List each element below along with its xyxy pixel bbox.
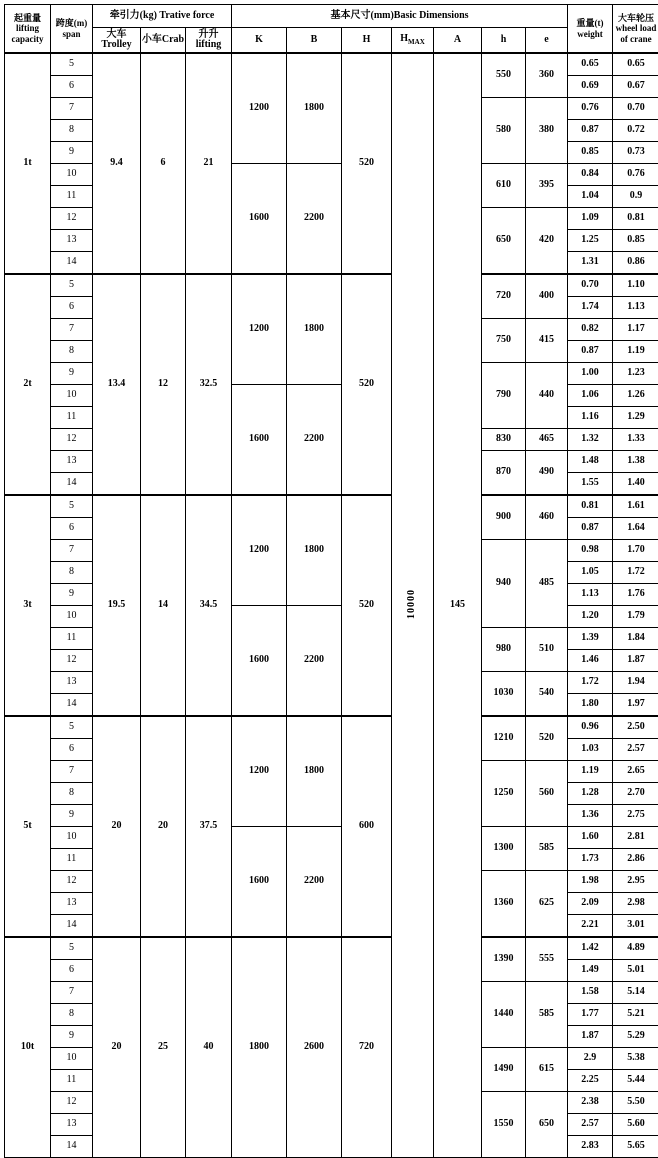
header-dim-a: A (434, 28, 482, 54)
cell-wheel-load: 5.65 (613, 1136, 658, 1158)
cell-wheel-load: 1.64 (613, 518, 658, 540)
cell-wheel-load: 0.67 (613, 76, 658, 98)
table-row (5, 53, 658, 76)
cell-weight: 1.72 (568, 672, 613, 694)
cell-dim-e: 520 (526, 716, 568, 761)
cell-span: 7 (51, 761, 93, 783)
cell-wheel-load: 5.50 (613, 1092, 658, 1114)
cell-wheel-load: 1.70 (613, 540, 658, 562)
cell-crab: 20 (141, 716, 186, 937)
cell-weight: 1.00 (568, 363, 613, 385)
cell-wheel-load: 2.75 (613, 805, 658, 827)
cell-wheel-load: 1.23 (613, 363, 658, 385)
cell-wheel-load: 5.01 (613, 960, 658, 982)
cell-weight: 0.87 (568, 120, 613, 142)
cell-weight: 1.60 (568, 827, 613, 849)
cell-dim-b: 1800 (287, 495, 342, 606)
cell-span: 5 (51, 716, 93, 739)
cell-dim-h-small: 1210 (482, 716, 526, 761)
cell-dim-h: 520 (342, 53, 392, 274)
cell-dim-h-small: 580 (482, 98, 526, 164)
cell-span: 9 (51, 805, 93, 827)
cell-weight: 1.04 (568, 186, 613, 208)
cell-dim-b: 1800 (287, 716, 342, 827)
cell-wheel-load: 1.40 (613, 473, 658, 496)
cell-dim-h-small: 1490 (482, 1048, 526, 1092)
cell-wheel-load: 1.10 (613, 274, 658, 297)
cell-trolley: 20 (93, 937, 141, 1158)
cell-span: 9 (51, 363, 93, 385)
cell-weight: 2.38 (568, 1092, 613, 1114)
cell-dim-hmax: 10000 (392, 53, 434, 1158)
cell-wheel-load: 0.81 (613, 208, 658, 230)
cell-dim-h-small: 1030 (482, 672, 526, 717)
header-lifting: 升升lifting (186, 28, 232, 54)
cell-dim-e: 460 (526, 495, 568, 540)
cell-dim-k: 1200 (232, 716, 287, 827)
cell-trolley: 20 (93, 716, 141, 937)
table-row (5, 274, 658, 297)
cell-dim-h-small: 1390 (482, 937, 526, 982)
cell-weight: 1.42 (568, 937, 613, 960)
cell-dim-h: 520 (342, 274, 392, 495)
cell-span: 9 (51, 1026, 93, 1048)
cell-dim-e: 485 (526, 540, 568, 628)
cell-span: 6 (51, 297, 93, 319)
cell-weight: 1.87 (568, 1026, 613, 1048)
cell-weight: 1.03 (568, 739, 613, 761)
cell-span: 13 (51, 893, 93, 915)
cell-wheel-load: 0.65 (613, 53, 658, 76)
cell-weight: 2.25 (568, 1070, 613, 1092)
cell-span: 10 (51, 1048, 93, 1070)
spec-sheet (0, 4, 658, 849)
cell-dim-e: 555 (526, 937, 568, 982)
table-row (5, 937, 658, 960)
cell-span: 9 (51, 142, 93, 164)
cell-dim-e: 625 (526, 871, 568, 938)
cell-dim-e: 465 (526, 429, 568, 451)
cell-wheel-load: 2.86 (613, 849, 658, 871)
cell-span: 14 (51, 252, 93, 275)
cell-weight: 1.74 (568, 297, 613, 319)
cell-span: 11 (51, 628, 93, 650)
cell-span: 8 (51, 562, 93, 584)
cell-dim-h-small: 790 (482, 363, 526, 429)
cell-weight: 1.55 (568, 473, 613, 496)
cell-span: 11 (51, 407, 93, 429)
cell-weight: 0.81 (568, 495, 613, 518)
cell-weight: 1.20 (568, 606, 613, 628)
cell-dim-h-small: 650 (482, 208, 526, 275)
cell-weight: 2.09 (568, 893, 613, 915)
cell-dim-e: 360 (526, 53, 568, 98)
cell-trolley: 19.5 (93, 495, 141, 716)
cell-span: 5 (51, 495, 93, 518)
cell-weight: 1.28 (568, 783, 613, 805)
cell-span: 8 (51, 1004, 93, 1026)
cell-dim-b: 2200 (287, 164, 342, 275)
cell-weight: 1.05 (568, 562, 613, 584)
cell-span: 13 (51, 672, 93, 694)
cell-span: 11 (51, 1070, 93, 1092)
cell-span: 7 (51, 540, 93, 562)
cell-dim-b: 2200 (287, 385, 342, 496)
cell-span: 6 (51, 960, 93, 982)
cell-wheel-load: 1.94 (613, 672, 658, 694)
cell-span: 14 (51, 1136, 93, 1158)
cell-span: 5 (51, 937, 93, 960)
cell-wheel-load: 0.70 (613, 98, 658, 120)
cell-weight: 1.25 (568, 230, 613, 252)
cell-wheel-load: 2.95 (613, 871, 658, 893)
cell-wheel-load: 4.89 (613, 937, 658, 960)
cell-dim-h-small: 1250 (482, 761, 526, 827)
cell-capacity: 2t (5, 274, 51, 495)
cell-weight: 1.98 (568, 871, 613, 893)
header-crab: 小车Crab (141, 28, 186, 54)
cell-weight: 2.21 (568, 915, 613, 938)
cell-lifting: 34.5 (186, 495, 232, 716)
header-dim-h: h (482, 28, 526, 54)
cell-dim-e: 510 (526, 628, 568, 672)
cell-dim-e: 585 (526, 827, 568, 871)
cell-wheel-load: 1.26 (613, 385, 658, 407)
cell-dim-h: 520 (342, 495, 392, 716)
cell-dim-h-small: 980 (482, 628, 526, 672)
cell-wheel-load: 5.60 (613, 1114, 658, 1136)
cell-lifting: 37.5 (186, 716, 232, 937)
cell-span: 7 (51, 319, 93, 341)
cell-dim-h-small: 900 (482, 495, 526, 540)
cell-dim-b: 2600 (287, 937, 342, 1158)
cell-dim-e: 585 (526, 982, 568, 1048)
cell-span: 10 (51, 164, 93, 186)
cell-wheel-load: 1.38 (613, 451, 658, 473)
cell-wheel-load: 0.9 (613, 186, 658, 208)
cell-weight: 0.96 (568, 716, 613, 739)
cell-wheel-load: 0.73 (613, 142, 658, 164)
cell-dim-h-small: 550 (482, 53, 526, 98)
cell-weight: 0.65 (568, 53, 613, 76)
cell-dim-h-small: 720 (482, 274, 526, 319)
cell-span: 12 (51, 1092, 93, 1114)
cell-dim-h-small: 1550 (482, 1092, 526, 1158)
cell-weight: 2.83 (568, 1136, 613, 1158)
cell-dim-k: 1200 (232, 53, 287, 164)
cell-span: 13 (51, 451, 93, 473)
cell-wheel-load: 1.97 (613, 694, 658, 717)
cell-wheel-load: 1.79 (613, 606, 658, 628)
header-dim-e: e (526, 28, 568, 54)
cell-weight: 0.82 (568, 319, 613, 341)
cell-weight: 0.69 (568, 76, 613, 98)
cell-weight: 1.13 (568, 584, 613, 606)
header-basic-dimensions: 基本尺寸(mm)Basic Dimensions (232, 5, 568, 28)
cell-weight: 1.36 (568, 805, 613, 827)
table-row (5, 495, 658, 518)
cell-wheel-load: 1.33 (613, 429, 658, 451)
cell-wheel-load: 0.72 (613, 120, 658, 142)
cell-span: 8 (51, 783, 93, 805)
cell-weight: 0.70 (568, 274, 613, 297)
cell-span: 7 (51, 98, 93, 120)
header-wheel-load: 大车轮压 wheel load of crane (613, 5, 658, 54)
cell-weight: 1.48 (568, 451, 613, 473)
cell-span: 13 (51, 230, 93, 252)
cell-wheel-load: 2.57 (613, 739, 658, 761)
cell-span: 7 (51, 982, 93, 1004)
cell-crab: 14 (141, 495, 186, 716)
cell-wheel-load: 1.29 (613, 407, 658, 429)
cell-weight: 1.46 (568, 650, 613, 672)
cell-capacity: 5t (5, 716, 51, 937)
cell-weight: 1.58 (568, 982, 613, 1004)
cell-dim-h-small: 870 (482, 451, 526, 496)
cell-span: 11 (51, 849, 93, 871)
cell-dim-b: 2200 (287, 827, 342, 938)
cell-dim-h: 600 (342, 716, 392, 937)
cell-dim-h-small: 610 (482, 164, 526, 208)
cell-span: 10 (51, 827, 93, 849)
cell-weight: 1.39 (568, 628, 613, 650)
cell-wheel-load: 1.72 (613, 562, 658, 584)
cell-dim-e: 560 (526, 761, 568, 827)
cell-dim-e: 420 (526, 208, 568, 275)
cell-weight: 0.98 (568, 540, 613, 562)
cell-dim-a: 145 (434, 53, 482, 1158)
cell-weight: 1.73 (568, 849, 613, 871)
cell-dim-h-small: 1360 (482, 871, 526, 938)
cell-dim-h: 720 (342, 937, 392, 1158)
cell-wheel-load: 5.21 (613, 1004, 658, 1026)
header-span: 跨度(m) span (51, 5, 93, 54)
cell-span: 6 (51, 76, 93, 98)
header-weight: 重量(t) weight (568, 5, 613, 54)
cell-dim-e: 650 (526, 1092, 568, 1158)
cell-span: 12 (51, 208, 93, 230)
cell-wheel-load: 1.17 (613, 319, 658, 341)
cell-wheel-load: 1.13 (613, 297, 658, 319)
cell-weight: 1.80 (568, 694, 613, 717)
cell-wheel-load: 5.14 (613, 982, 658, 1004)
cell-span: 10 (51, 606, 93, 628)
cell-span: 8 (51, 341, 93, 363)
cell-span: 9 (51, 584, 93, 606)
header-dim-b: B (287, 28, 342, 54)
cell-lifting: 32.5 (186, 274, 232, 495)
cell-wheel-load: 3.01 (613, 915, 658, 938)
cell-lifting: 21 (186, 53, 232, 274)
cell-span: 10 (51, 385, 93, 407)
cell-dim-k: 1600 (232, 827, 287, 938)
cell-weight: 2.9 (568, 1048, 613, 1070)
cell-capacity: 3t (5, 495, 51, 716)
cell-weight: 1.19 (568, 761, 613, 783)
cell-span: 6 (51, 739, 93, 761)
cell-weight: 0.87 (568, 341, 613, 363)
crane-specification-table (4, 4, 658, 1158)
cell-wheel-load: 5.29 (613, 1026, 658, 1048)
cell-span: 14 (51, 694, 93, 717)
cell-wheel-load: 1.76 (613, 584, 658, 606)
cell-dim-k: 1800 (232, 937, 287, 1158)
cell-span: 8 (51, 120, 93, 142)
cell-span: 5 (51, 53, 93, 76)
cell-dim-h-small: 940 (482, 540, 526, 628)
cell-dim-e: 540 (526, 672, 568, 717)
cell-dim-e: 415 (526, 319, 568, 363)
header-tractive-force: 牵引力(kg) Trative force (93, 5, 232, 28)
cell-dim-k: 1600 (232, 385, 287, 496)
cell-wheel-load: 2.81 (613, 827, 658, 849)
cell-weight: 1.31 (568, 252, 613, 275)
cell-trolley: 9.4 (93, 53, 141, 274)
header-dim-h: H (342, 28, 392, 54)
cell-span: 5 (51, 274, 93, 297)
cell-crab: 12 (141, 274, 186, 495)
cell-weight: 0.84 (568, 164, 613, 186)
cell-span: 14 (51, 915, 93, 938)
cell-dim-k: 1200 (232, 274, 287, 385)
cell-dim-k: 1600 (232, 606, 287, 717)
cell-wheel-load: 1.84 (613, 628, 658, 650)
cell-dim-e: 440 (526, 363, 568, 429)
header-dim-hmax: $H_{MAX}$ (392, 28, 434, 54)
cell-weight: 2.57 (568, 1114, 613, 1136)
cell-dim-k: 1600 (232, 164, 287, 275)
cell-dim-e: 395 (526, 164, 568, 208)
cell-span: 12 (51, 650, 93, 672)
cell-wheel-load: 1.87 (613, 650, 658, 672)
cell-capacity: 1t (5, 53, 51, 274)
cell-wheel-load: 0.86 (613, 252, 658, 275)
cell-weight: 1.32 (568, 429, 613, 451)
cell-wheel-load: 2.98 (613, 893, 658, 915)
cell-wheel-load: 2.50 (613, 716, 658, 739)
cell-weight: 0.87 (568, 518, 613, 540)
cell-span: 12 (51, 429, 93, 451)
cell-crab: 25 (141, 937, 186, 1158)
cell-span: 13 (51, 1114, 93, 1136)
cell-dim-e: 380 (526, 98, 568, 164)
cell-dim-b: 2200 (287, 606, 342, 717)
cell-wheel-load: 1.19 (613, 341, 658, 363)
cell-wheel-load: 5.44 (613, 1070, 658, 1092)
cell-weight: 1.06 (568, 385, 613, 407)
cell-weight: 1.09 (568, 208, 613, 230)
cell-crab: 6 (141, 53, 186, 274)
cell-dim-h-small: 830 (482, 429, 526, 451)
cell-trolley: 13.4 (93, 274, 141, 495)
header-trolley: 大车Trolley (93, 28, 141, 54)
cell-dim-e: 400 (526, 274, 568, 319)
cell-wheel-load: 0.85 (613, 230, 658, 252)
cell-capacity: 10t (5, 937, 51, 1158)
cell-lifting: 40 (186, 937, 232, 1158)
cell-wheel-load: 0.76 (613, 164, 658, 186)
cell-wheel-load: 2.65 (613, 761, 658, 783)
cell-dim-e: 490 (526, 451, 568, 496)
cell-weight: 1.77 (568, 1004, 613, 1026)
table-row (5, 716, 658, 739)
cell-span: 12 (51, 871, 93, 893)
cell-wheel-load: 2.70 (613, 783, 658, 805)
cell-span: 14 (51, 473, 93, 496)
header-dim-k: K (232, 28, 287, 54)
cell-dim-b: 1800 (287, 274, 342, 385)
cell-weight: 0.85 (568, 142, 613, 164)
cell-dim-h-small: 750 (482, 319, 526, 363)
cell-weight: 0.76 (568, 98, 613, 120)
cell-span: 11 (51, 186, 93, 208)
cell-dim-h-small: 1440 (482, 982, 526, 1048)
cell-wheel-load: 5.38 (613, 1048, 658, 1070)
cell-span: 6 (51, 518, 93, 540)
cell-dim-e: 615 (526, 1048, 568, 1092)
cell-weight: 1.16 (568, 407, 613, 429)
cell-weight: 1.49 (568, 960, 613, 982)
header-capacity: 起重量 lifting capacity (5, 5, 51, 54)
cell-dim-h-small: 1300 (482, 827, 526, 871)
cell-dim-b: 1800 (287, 53, 342, 164)
cell-dim-k: 1200 (232, 495, 287, 606)
cell-wheel-load: 1.61 (613, 495, 658, 518)
